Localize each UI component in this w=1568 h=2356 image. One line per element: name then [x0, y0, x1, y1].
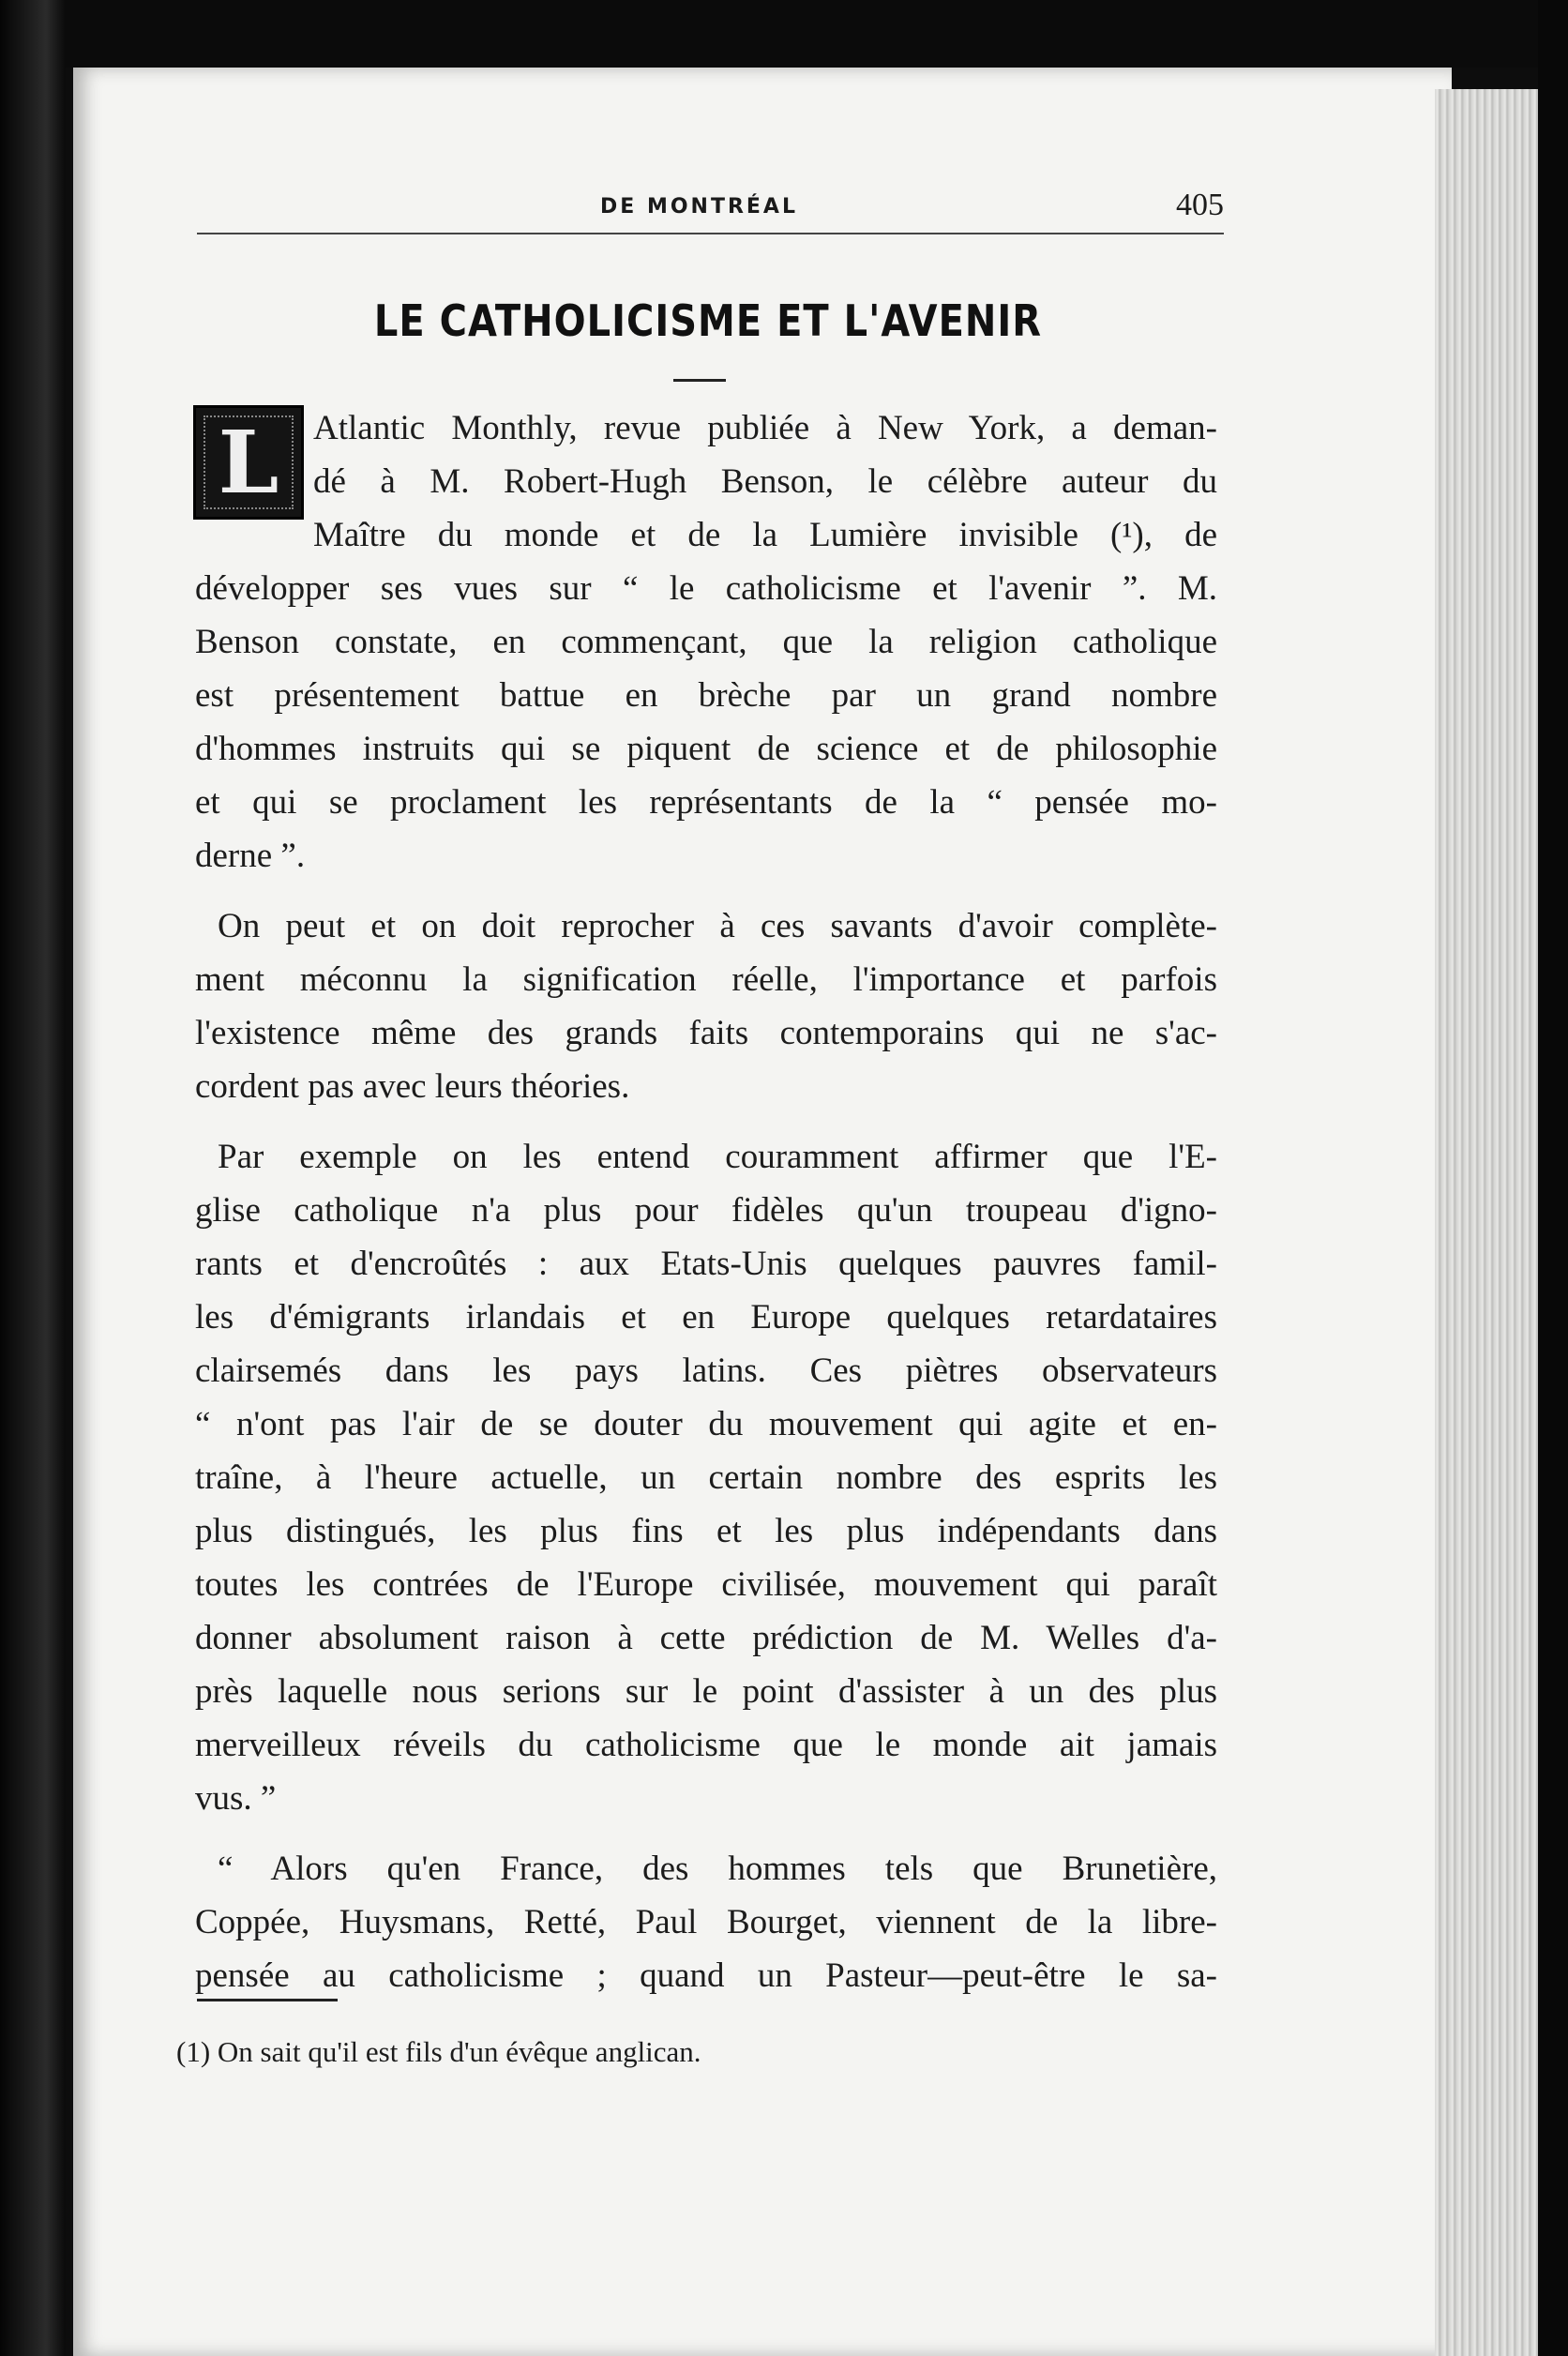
text-line: Coppée, Huysmans, Retté, Paul Bourget, viennent de la libre- [195, 1903, 1217, 1941]
text-line: Par exemple on les entend couramment affirmer que l'E- [218, 1138, 1217, 1176]
scan-right-border [1538, 0, 1568, 2356]
running-title: DE MONTRÉAL [600, 195, 798, 219]
text-line: dé à M. Robert-Hugh Benson, le célèbre auteur du [313, 462, 1217, 501]
text-line: d'hommes instruits qui se piquent de science et de philosophie [195, 730, 1217, 768]
page-number: 405 [1176, 188, 1224, 222]
text-line: “ n'ont pas l'air de se douter du mouvement qui agite et en- [195, 1405, 1217, 1443]
text-line: glise catholique n'a plus pour fidèles qu'un troupeau d'igno- [195, 1191, 1217, 1230]
text-line: pensée au catholicisme ; quand un Pasteur—peut-être le sa- [195, 1956, 1217, 1995]
text-line: les d'émigrants irlandais et en Europe quelques retardataires [195, 1298, 1217, 1337]
text-line: traîne, à l'heure actuelle, un certain nombre des esprits les [195, 1458, 1217, 1497]
running-header [197, 188, 1224, 225]
text-line: merveilleux réveils du catholicisme que le monde ait jamais [195, 1726, 1217, 1764]
title-rule [673, 379, 726, 382]
text-line: plus distingués, les plus fins et les plus indépendants dans [195, 1512, 1217, 1550]
text-line: rants et d'encroûtés : aux Etats-Unis quelques pauvres famil- [195, 1245, 1217, 1283]
text-line: développer ses vues sur “ le catholicisme et l'avenir ”. M. [195, 569, 1217, 608]
text-line: cordent pas avec leurs théories. [195, 1067, 630, 1106]
header-rule [197, 233, 1224, 234]
text-line: l'existence même des grands faits contemporains qui ne s'ac- [195, 1014, 1217, 1052]
book-spine-shadow [0, 0, 66, 2356]
text-line: Benson constate, en commençant, que la religion catholique [195, 623, 1217, 661]
text-line: clairsemés dans les pays latins. Ces piètres observateurs [195, 1352, 1217, 1390]
text-line: Atlantic Monthly, revue publiée à New York, a deman- [313, 409, 1217, 447]
scan-top-border [0, 0, 1568, 68]
text-line: donner absolument raison à cette prédiction de M. Welles d'a- [195, 1619, 1217, 1657]
text-line: vus. ” [195, 1779, 277, 1818]
page-edges [1435, 89, 1540, 2356]
text-line: ment méconnu la signification réelle, l'importance et parfois [195, 960, 1217, 999]
text-line: derne ”. [195, 837, 306, 875]
text-line: “ Alors qu'en France, des hommes tels que Brunetière, [218, 1850, 1217, 1888]
article-title: LE CATHOLICISME ET L'AVENIR [373, 296, 1043, 347]
text-line: toutes les contrées de l'Europe civilisée, mouvement qui paraît [195, 1565, 1217, 1604]
text-line: est présentement battue en brèche par un grand nombre [195, 676, 1217, 715]
footnote-rule [197, 1999, 338, 2001]
text-line: Maître du monde et de la Lumière invisible (¹), de [313, 516, 1217, 554]
text-line: près laquelle nous serions sur le point d'assister à un des plus [195, 1672, 1217, 1711]
article-body [195, 401, 1217, 2002]
text-line: On peut et on doit reprocher à ces savants d'avoir complète- [218, 907, 1217, 945]
drop-cap: L [193, 405, 304, 520]
footnote: (1) On sait qu'il est fils d'un évêque anglican. [176, 2035, 701, 2068]
text-line: et qui se proclament les représentants de la “ pensée mo- [195, 783, 1217, 822]
